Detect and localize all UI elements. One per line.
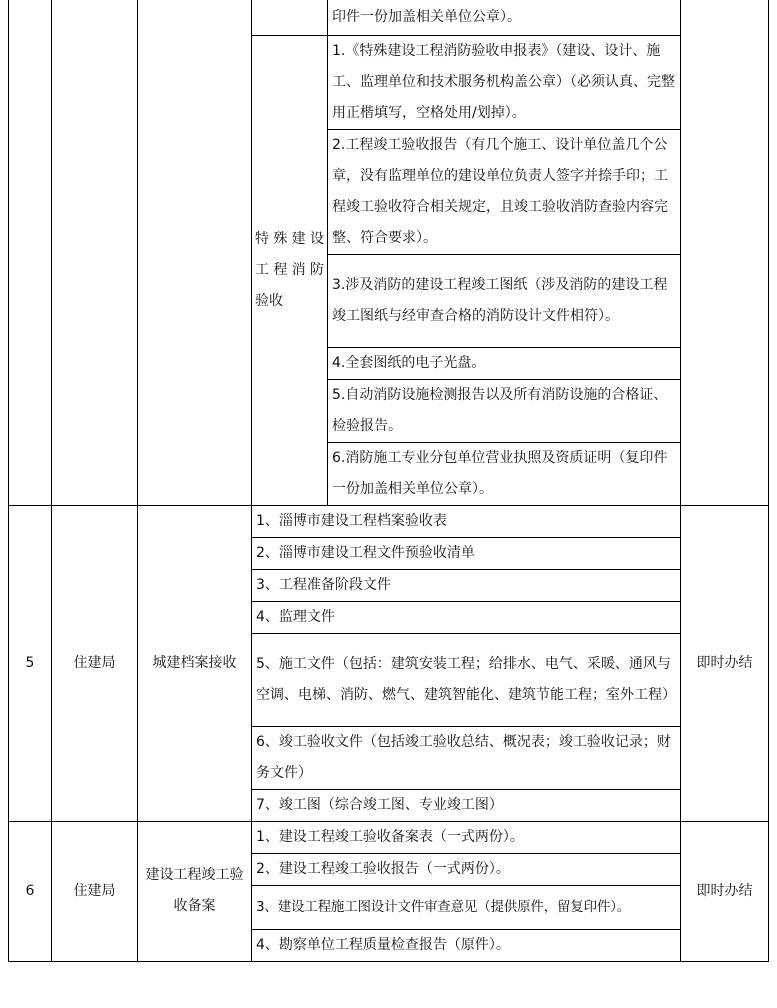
service-items-table: [8, 0, 769, 962]
requirement-cell: 4、监理文件: [252, 601, 681, 633]
table-row: [9, 505, 769, 537]
table-row: [9, 821, 769, 853]
requirement-cell: 6、竣工验收文件（包括竣工验收总结、概况表；竣工验收记录；财务文件）: [252, 726, 681, 789]
requirement-cell: 1、淄博市建设工程档案验收表: [252, 505, 681, 537]
sub-item-name: 特殊建设工程消防验收: [252, 35, 328, 505]
requirement-cell: 5、施工文件（包括：建筑安装工程；给排水、电气、采暖、通风与空调、电梯、消防、燃气、建筑智能化、建筑节能工程；室外工程）: [252, 633, 681, 726]
sub-item-cell: [252, 0, 328, 35]
dept-cell: [52, 0, 138, 505]
no-cell: 5: [9, 505, 52, 821]
dept-cell: 住建局: [52, 505, 138, 821]
time-limit-cell: [681, 0, 769, 505]
requirement-cell: 2.工程竣工验收报告（有几个施工、设计单位盖几个公章，没有监理单位的建设单位负责人签字并捺手印；工程竣工验收符合相关规定，且竣工验收消防查验内容完整、符合要求）。: [328, 129, 681, 254]
requirement-cell: 7、竣工图（综合竣工图、专业竣工图）: [252, 789, 681, 821]
item-cell: 建设工程竣工验收备案: [138, 821, 252, 961]
time-limit-cell: 即时办结: [681, 505, 769, 821]
item-cell: 城建档案接收: [138, 505, 252, 821]
requirement-cell: 3、工程准备阶段文件: [252, 569, 681, 601]
requirement-cell: 1.《特殊建设工程消防验收申报表》（建设、设计、施工、监理单位和技术服务机构盖公章）（必须认真、完整用正楷填写，空格处用/划掉）。: [328, 35, 681, 129]
requirement-cell: 2、淄博市建设工程文件预验收清单: [252, 537, 681, 569]
requirement-cell: 2、建设工程竣工验收报告（一式两份）。: [252, 853, 681, 885]
requirement-cell: 5.自动消防设施检测报告以及所有消防设施的合格证、检验报告。: [328, 379, 681, 442]
no-cell: 6: [9, 821, 52, 961]
requirement-cell: 6.消防施工专业分包单位营业执照及资质证明（复印件一份加盖相关单位公章）。: [328, 442, 681, 505]
table-row: [9, 0, 769, 35]
requirement-cell: 4、勘察单位工程质量检查报告（原件）。: [252, 929, 681, 961]
dept-cell: 住建局: [52, 821, 138, 961]
requirement-cell: 3.涉及消防的建设工程竣工图纸（涉及消防的建设工程竣工图纸与经审查合格的消防设计文件相符）。: [328, 254, 681, 347]
requirement-cell: 印件一份加盖相关单位公章）。: [328, 0, 681, 35]
time-limit-cell: 即时办结: [681, 821, 769, 961]
requirement-cell: 3、建设工程施工图设计文件审查意见（提供原件，留复印件）。: [252, 885, 681, 929]
requirement-cell: 4.全套图纸的电子光盘。: [328, 347, 681, 379]
no-cell: [9, 0, 52, 505]
item-cell: [138, 0, 252, 505]
requirement-cell: 1、建设工程竣工验收备案表（一式两份）。: [252, 821, 681, 853]
